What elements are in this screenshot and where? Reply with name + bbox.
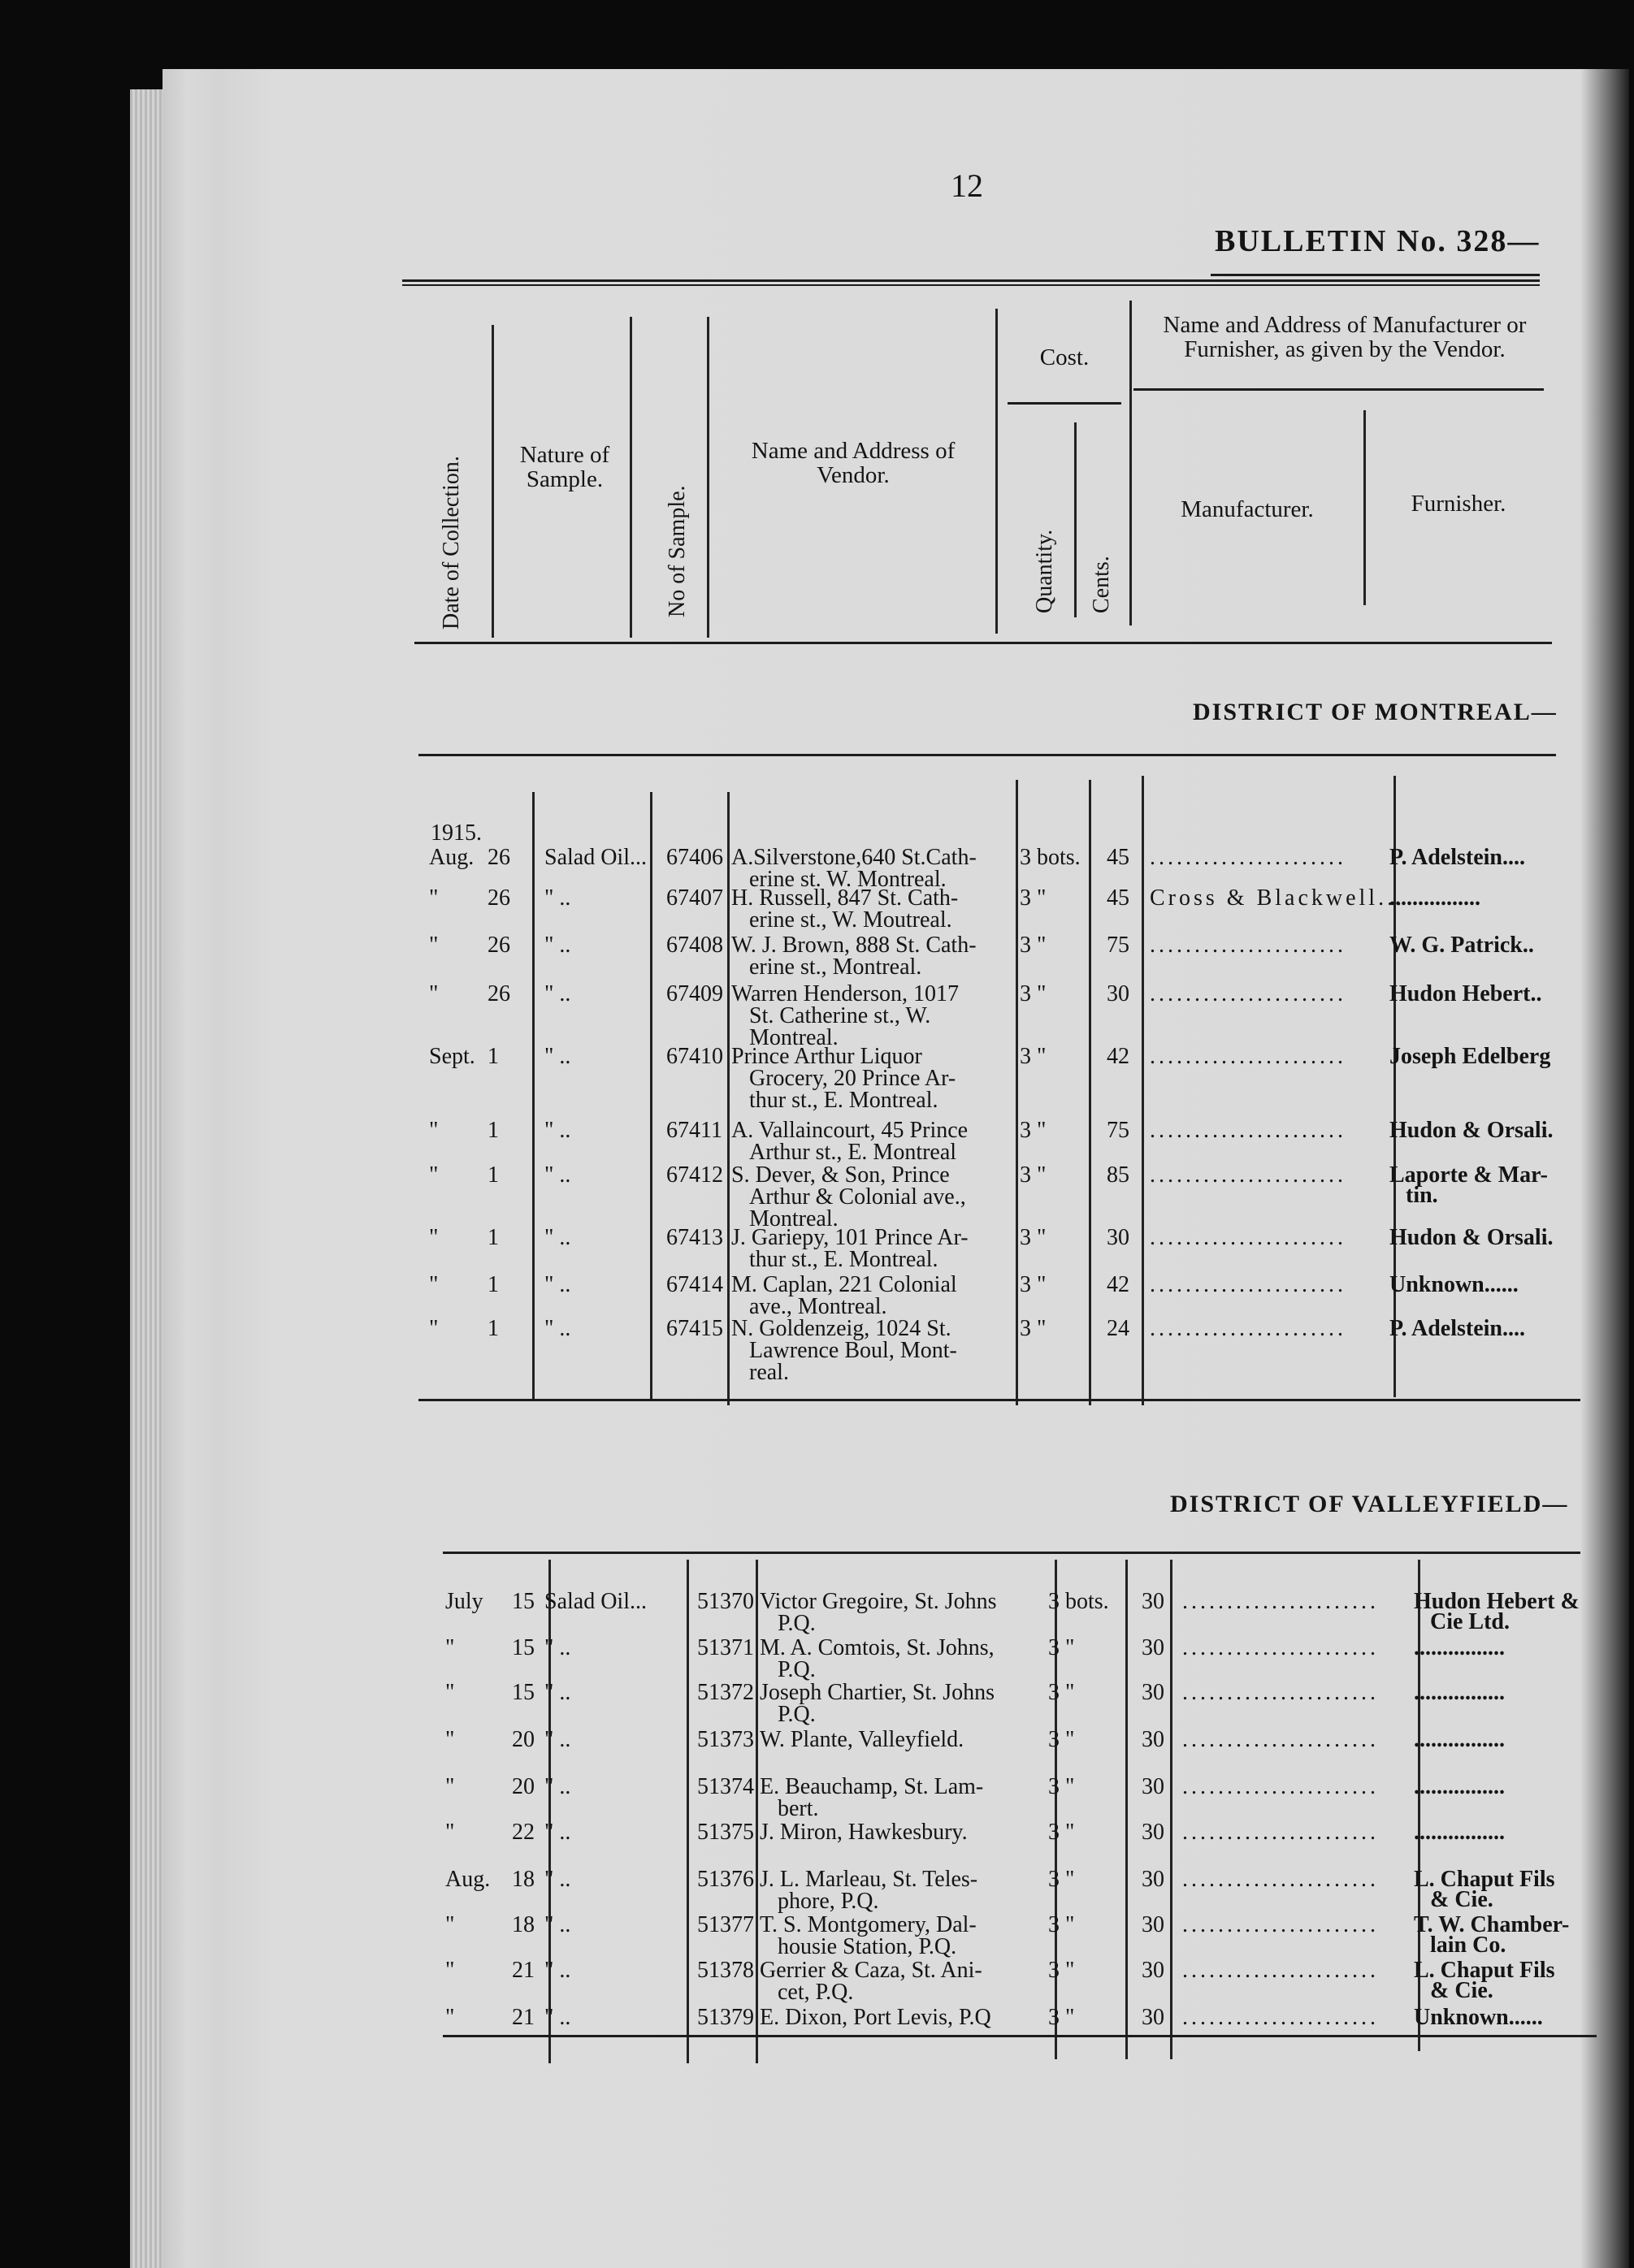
date-day: 20: [512, 1727, 535, 1752]
furnisher: Joseph Edelberg: [1389, 1044, 1551, 1069]
header-bottom-rule: [414, 642, 1552, 644]
vendor-line: A. Vallaincourt, 45 Prince: [731, 1118, 969, 1143]
header-cents: Cents.: [1089, 556, 1114, 613]
sample-nature: " ..: [544, 1820, 571, 1845]
vendor-line: P.Q.: [778, 1657, 816, 1682]
date-day: 1: [488, 1225, 499, 1250]
date-day: 26: [488, 845, 510, 870]
furnisher: P. Adelstein....: [1389, 1316, 1525, 1341]
manufacturer: ......................: [1150, 1118, 1346, 1143]
vendor-line: Lawrence Boul, Mont-: [749, 1338, 957, 1363]
vendor-line: M. A. Comtois, St. Johns,: [760, 1635, 995, 1660]
date-month: ": [445, 1680, 455, 1705]
cents: 30: [1142, 1589, 1164, 1614]
page-number: 12: [951, 167, 983, 204]
header-date: Date of Collection.: [439, 456, 464, 630]
quantity: 3 ": [1020, 1044, 1047, 1069]
quantity: 3 ": [1020, 1272, 1047, 1297]
furnisher-line: Hudon Hebert &: [1414, 1589, 1580, 1614]
manufacturer: ......................: [1150, 1225, 1346, 1250]
manufacturer: ......................: [1182, 1680, 1379, 1705]
header-manufacturer: Manufacturer.: [1181, 496, 1314, 522]
manufacturer: ......................: [1182, 1589, 1379, 1614]
cents: 24: [1107, 1316, 1129, 1341]
date-month: ": [445, 1912, 455, 1937]
vendor-line: W. J. Brown, 888 St. Cath-: [731, 933, 977, 958]
page-edge: [130, 89, 167, 2268]
sample-number: 67413: [666, 1225, 723, 1250]
vendor-line: A.Silverstone,640 St.Cath-: [731, 845, 977, 870]
sample-number: 67411: [666, 1118, 722, 1143]
furnisher: ................: [1414, 1635, 1505, 1660]
furnisher-line: tin.: [1406, 1183, 1438, 1208]
date-day: 21: [512, 2005, 535, 2030]
furnisher: Unknown......: [1414, 2005, 1543, 2030]
cost-rule: [1008, 402, 1121, 405]
sample-number: 51377: [697, 1912, 754, 1937]
hdr-col-line: [630, 317, 632, 638]
date-day: 18: [512, 1912, 535, 1937]
hdr-col-line: [1129, 301, 1132, 625]
manufacturer: ......................: [1182, 1912, 1379, 1937]
sample-nature: " ..: [544, 1635, 571, 1660]
date-month: ": [429, 885, 439, 911]
furnisher-line: L. Chaput Fils: [1414, 1958, 1555, 1983]
quantity: 3 ": [1048, 1635, 1075, 1660]
sample-number: 67414: [666, 1272, 723, 1297]
montreal-bottom-rule: [418, 1399, 1580, 1401]
date-month: ": [445, 1727, 455, 1752]
page-shadow: [1580, 69, 1634, 2268]
header-mf-group: Name and Address of Manufacturer or Furnisher, as given by the Vendor.: [1163, 312, 1527, 362]
cents: 30: [1142, 1912, 1164, 1937]
vendor-line: thur st., E. Montreal.: [749, 1088, 938, 1113]
vendor-line: St. Catherine st., W.: [749, 1003, 931, 1028]
vendor-line: P.Q.: [778, 1611, 816, 1636]
furnisher-line: & Cie.: [1430, 1887, 1493, 1912]
manufacturer: ......................: [1182, 2005, 1379, 2030]
furnisher: ................: [1414, 1774, 1505, 1799]
furnisher: ................: [1389, 885, 1480, 911]
vendor-line: J. Gariepy, 101 Prince Ar-: [731, 1225, 969, 1250]
sample-nature: " ..: [544, 1162, 571, 1188]
cents: 42: [1107, 1044, 1129, 1069]
vf-col-line: [756, 1560, 758, 2063]
furnisher-line: Cie Ltd.: [1430, 1609, 1510, 1634]
vendor-line: Warren Henderson, 1017: [731, 981, 959, 1006]
vf-col-line: [1170, 1560, 1172, 2059]
quantity: 3 ": [1020, 885, 1047, 911]
furnisher: ................: [1414, 1727, 1505, 1752]
cents: 75: [1107, 933, 1129, 958]
date-day: 18: [512, 1867, 535, 1892]
furnisher-line: Laporte & Mar-: [1389, 1162, 1548, 1188]
mf-rule: [1133, 388, 1544, 391]
district-valleyfield: DISTRICT OF VALLEYFIELD—: [1170, 1491, 1569, 1517]
hdr-col-line: [492, 325, 494, 638]
cents: 45: [1107, 845, 1129, 870]
manufacturer: ......................: [1182, 1820, 1379, 1845]
vendor-line: erine st. W. Montreal.: [749, 867, 947, 892]
quantity: 3 ": [1048, 2005, 1075, 2030]
quantity: 3 ": [1020, 1118, 1047, 1143]
vendor-line: Grocery, 20 Prince Ar-: [749, 1066, 956, 1091]
vendor-line: erine st., W. Moutreal.: [749, 907, 952, 933]
date-day: 1: [488, 1162, 499, 1188]
sample-nature: " ..: [544, 1118, 571, 1143]
header-nature: Nature of Sample.: [519, 442, 610, 492]
quantity: 3 ": [1020, 981, 1047, 1006]
vendor-line: M. Caplan, 221 Colonial: [731, 1272, 957, 1297]
vf-col-line: [687, 1560, 689, 2063]
date-day: 1: [488, 1118, 499, 1143]
sample-number: 51371: [697, 1635, 754, 1660]
date-month: July: [445, 1589, 483, 1614]
date-month: Aug.: [429, 845, 475, 870]
date-month: ": [429, 1272, 439, 1297]
furnisher-line: T. W. Chamber-: [1414, 1912, 1570, 1937]
cents: 30: [1142, 1635, 1164, 1660]
vendor-line: Joseph Chartier, St. Johns: [760, 1680, 995, 1705]
furnisher-line: & Cie.: [1430, 1978, 1493, 2003]
furnisher: Hudon Hebert..: [1389, 981, 1542, 1006]
mtl-col-line: [1089, 780, 1091, 1405]
furnisher-line: L. Chaput Fils: [1414, 1867, 1555, 1892]
vendor-line: Gerrier & Caza, St. Ani-: [760, 1958, 982, 1983]
date-day: 15: [512, 1589, 535, 1614]
cents: 85: [1107, 1162, 1129, 1188]
sample-number: 51378: [697, 1958, 754, 1983]
vendor-line: thur st., E. Montreal.: [749, 1247, 938, 1272]
sample-nature: " ..: [544, 885, 571, 911]
mtl-col-line: [532, 792, 535, 1401]
sample-number: 51379: [697, 2005, 754, 2030]
header-furnisher: Furnisher.: [1411, 491, 1506, 517]
montreal-rule: [418, 754, 1556, 756]
vendor-line: erine st., Montreal.: [749, 954, 922, 980]
header-quantity: Quantity.: [1032, 529, 1057, 613]
furnisher: ................: [1414, 1680, 1505, 1705]
mtl-col-line: [1142, 776, 1144, 1405]
date-day: 22: [512, 1820, 535, 1845]
cents: 30: [1107, 981, 1129, 1006]
sample-number: 51375: [697, 1820, 754, 1845]
sample-number: 51373: [697, 1727, 754, 1752]
furnisher: W. G. Patrick..: [1389, 933, 1534, 958]
vendor-line: Arthur st., E. Montreal: [749, 1140, 957, 1165]
date-month: ": [445, 1774, 455, 1799]
header-cost: Cost.: [1039, 344, 1090, 370]
date-month: ": [445, 1958, 455, 1983]
manufacturer: ......................: [1182, 1635, 1379, 1660]
manufacturer: ......................: [1182, 1727, 1379, 1752]
table-top-rule: [402, 279, 1540, 282]
sample-nature: " ..: [544, 1912, 571, 1937]
vendor-line: ave., Montreal.: [749, 1294, 887, 1319]
mtl-col-line: [1016, 780, 1018, 1405]
cents: 30: [1142, 2005, 1164, 2030]
sample-nature: " ..: [544, 1727, 571, 1752]
sample-number: 67407: [666, 885, 723, 911]
vendor-line: J. Miron, Hawkesbury.: [760, 1820, 968, 1845]
date-day: 1: [488, 1044, 499, 1069]
cents: 75: [1107, 1118, 1129, 1143]
cents: 30: [1142, 1727, 1164, 1752]
vendor-line: T. S. Montgomery, Dal-: [760, 1912, 977, 1937]
quantity: 3 ": [1048, 1958, 1075, 1983]
vendor-line: Montreal.: [749, 1206, 839, 1231]
quantity: 3 ": [1020, 1225, 1047, 1250]
vendor-line: Arthur & Colonial ave.,: [749, 1184, 966, 1210]
date-month: ": [429, 1316, 439, 1341]
vendor-line: phore, P.Q.: [778, 1889, 879, 1914]
cents: 42: [1107, 1272, 1129, 1297]
sample-number: 67415: [666, 1316, 723, 1341]
quantity: 3 ": [1048, 1867, 1075, 1892]
date-month: ": [445, 2005, 455, 2030]
mtl-col-line: [650, 792, 652, 1401]
furnisher: Hudon & Orsali.: [1389, 1118, 1554, 1143]
date-day: 26: [488, 981, 510, 1006]
sample-number: 67408: [666, 933, 723, 958]
quantity: 3 ": [1048, 1727, 1075, 1752]
quantity: 3 ": [1048, 1680, 1075, 1705]
district-montreal: DISTRICT OF MONTREAL—: [1193, 699, 1558, 725]
cents: 30: [1142, 1680, 1164, 1705]
manufacturer: ......................: [1150, 1044, 1346, 1069]
sample-nature: " ..: [544, 1225, 571, 1250]
date-day: 15: [512, 1680, 535, 1705]
quantity: 3 ": [1020, 1162, 1047, 1188]
sample-nature: " ..: [544, 1044, 571, 1069]
sample-number: 51370: [697, 1589, 754, 1614]
cents: 30: [1142, 1867, 1164, 1892]
cents: 45: [1107, 885, 1129, 911]
vendor-line: housie Station, P.Q.: [778, 1934, 957, 1959]
furnisher: ................: [1414, 1820, 1505, 1845]
sample-nature: " ..: [544, 981, 571, 1006]
furnisher: Hudon & Orsali.: [1389, 1225, 1554, 1250]
sample-number: 67409: [666, 981, 723, 1006]
manufacturer: ......................: [1182, 1867, 1379, 1892]
date-month: ": [429, 1225, 439, 1250]
furnisher-line: lain Co.: [1430, 1933, 1506, 1958]
cents: 30: [1142, 1958, 1164, 1983]
quantity: 3 bots.: [1020, 845, 1081, 870]
sample-number: 51374: [697, 1774, 754, 1799]
year-label: 1915.: [431, 820, 482, 846]
sample-nature: " ..: [544, 1680, 571, 1705]
valleyfield-bottom-rule: [443, 2035, 1597, 2037]
vendor-line: Montreal.: [749, 1025, 839, 1050]
sample-nature: Salad Oil...: [544, 1589, 647, 1614]
date-day: 15: [512, 1635, 535, 1660]
cents: 30: [1142, 1774, 1164, 1799]
sample-number: 67412: [666, 1162, 723, 1188]
date-month: ": [429, 1162, 439, 1188]
manufacturer: ......................: [1150, 981, 1346, 1006]
sample-nature: " ..: [544, 933, 571, 958]
sample-nature: " ..: [544, 1774, 571, 1799]
header-vendor: Name and Address of Vendor.: [751, 438, 956, 488]
date-day: 26: [488, 933, 510, 958]
sample-number: 51372: [697, 1680, 754, 1705]
sample-nature: " ..: [544, 2005, 571, 2030]
vendor-line: E. Beauchamp, St. Lam-: [760, 1774, 984, 1799]
hdr-col-line: [1363, 410, 1366, 605]
date-day: 26: [488, 885, 510, 911]
manufacturer: ......................: [1182, 1958, 1379, 1983]
quantity: 3 ": [1020, 1316, 1047, 1341]
date-month: ": [445, 1820, 455, 1845]
quantity: 3 bots.: [1048, 1589, 1109, 1614]
furnisher: Unknown......: [1389, 1272, 1519, 1297]
manufacturer: ......................: [1150, 845, 1346, 870]
bulletin-title: BULLETIN No. 328—: [1215, 224, 1541, 258]
vendor-line: P.Q.: [778, 1702, 816, 1727]
hdr-col-line: [1074, 422, 1077, 617]
vf-col-line: [1125, 1560, 1128, 2059]
cents: 30: [1142, 1820, 1164, 1845]
date-day: 21: [512, 1958, 535, 1983]
sample-number: 67406: [666, 845, 723, 870]
vendor-line: S. Dever, & Son, Prince: [731, 1162, 950, 1188]
vendor-line: Victor Gregoire, St. Johns: [760, 1589, 997, 1614]
quantity: 3 ": [1048, 1820, 1075, 1845]
vendor-line: Prince Arthur Liquor: [731, 1044, 922, 1069]
date-month: Sept.: [429, 1044, 475, 1069]
mtl-col-line: [727, 792, 730, 1405]
hdr-col-line: [707, 317, 709, 638]
date-month: ": [445, 1635, 455, 1660]
sample-nature: " ..: [544, 1316, 571, 1341]
manufacturer: ......................: [1150, 1162, 1346, 1188]
sample-nature: " ..: [544, 1867, 571, 1892]
vendor-line: cet, P.Q.: [778, 1980, 854, 2005]
title-rule: [1211, 274, 1540, 276]
vendor-line: E. Dixon, Port Levis, P.Q: [760, 2005, 991, 2030]
date-month: ": [429, 1118, 439, 1143]
quantity: 3 ": [1048, 1774, 1075, 1799]
valleyfield-rule: [443, 1552, 1580, 1554]
vendor-line: J. L. Marleau, St. Teles-: [760, 1867, 978, 1892]
vendor-line: W. Plante, Valleyfield.: [760, 1727, 964, 1752]
quantity: 3 ": [1020, 933, 1047, 958]
header-sample-no: No of Sample.: [665, 485, 690, 617]
furnisher: P. Adelstein....: [1389, 845, 1525, 870]
sample-nature: Salad Oil...: [544, 845, 647, 870]
date-day: 20: [512, 1774, 535, 1799]
cents: 30: [1107, 1225, 1129, 1250]
sample-number: 51376: [697, 1867, 754, 1892]
manufacturer: ......................: [1150, 1316, 1346, 1341]
manufacturer: ......................: [1182, 1774, 1379, 1799]
vendor-line: N. Goldenzeig, 1024 St.: [731, 1316, 951, 1341]
date-month: Aug.: [445, 1867, 491, 1892]
sample-number: 67410: [666, 1044, 723, 1069]
manufacturer: Cross & Blackwell...: [1150, 885, 1406, 911]
sample-nature: " ..: [544, 1958, 571, 1983]
quantity: 3 ": [1048, 1912, 1075, 1937]
hdr-col-line: [995, 309, 998, 634]
vendor-line: H. Russell, 847 St. Cath-: [731, 885, 959, 911]
manufacturer: ......................: [1150, 1272, 1346, 1297]
date-day: 1: [488, 1316, 499, 1341]
vendor-line: bert.: [778, 1796, 819, 1821]
date-month: ": [429, 981, 439, 1006]
date-month: ": [429, 933, 439, 958]
sample-nature: " ..: [544, 1272, 571, 1297]
table-top-rule-2: [402, 284, 1540, 286]
vendor-line: real.: [749, 1360, 789, 1385]
date-day: 1: [488, 1272, 499, 1297]
manufacturer: ......................: [1150, 933, 1346, 958]
